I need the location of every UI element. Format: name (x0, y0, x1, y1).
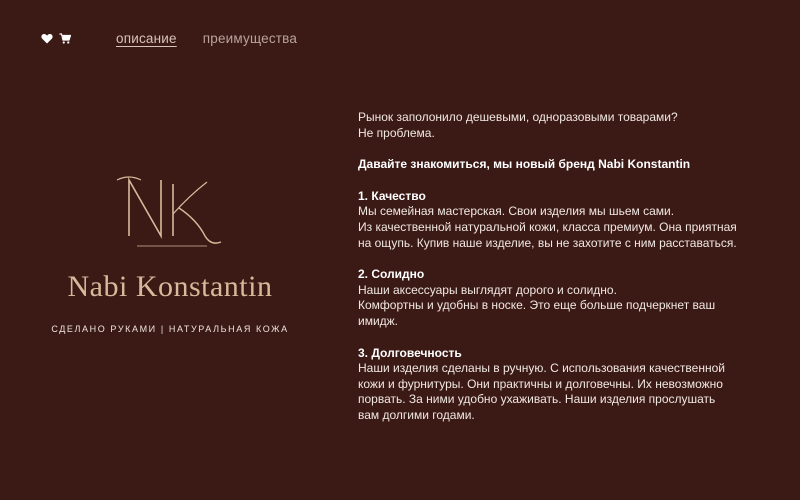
section-line: порвать. За ними удобно ухаживать. Наши изделия прослушать (358, 392, 716, 407)
section-line: кожи и фурнитуры. Они практичны и долговечны. Их невозможно (358, 376, 723, 391)
section-line: Комфортны и удобны в носке. Это еще больше подчеркнет ваш (358, 298, 716, 313)
monogram-logo-icon (115, 170, 225, 250)
top-bar (40, 28, 323, 48)
brand-tagline: СДЕЛАНО РУКАМИ | НАТУРАЛЬНАЯ КОЖА (51, 324, 289, 334)
description-text (358, 110, 758, 424)
intro-line: Не проблема. (358, 125, 435, 140)
cart-icon[interactable] (58, 31, 72, 45)
intro-line: Рынок заполонило дешевыми, одноразовыми товарами? (358, 110, 678, 124)
section-title-durability: 3. Долговечность (358, 345, 462, 360)
section-title-quality: 1. Качество (358, 188, 426, 203)
nav-link-description[interactable]: описание (116, 30, 177, 46)
section-line: Наши изделия сделаны в ручную. С использования качественной (358, 361, 725, 376)
section-line: Из качественной натуральной кожи, класса премиум. Она приятная (358, 219, 737, 234)
section-line: на ощупь. Купив наше изделие, вы не захотите с ним расставаться. (358, 235, 737, 250)
brand-logo (20, 170, 320, 350)
section-line: имидж. (358, 313, 399, 328)
section-line: Мы семейная мастерская. Свои изделия мы шьем сами. (358, 204, 675, 219)
brand-name: Nabi Konstantin (67, 270, 273, 303)
heart-icon[interactable] (40, 31, 54, 45)
nav-link-advantages[interactable]: преимущества (202, 30, 298, 46)
section-line: вам долгими годами. (358, 407, 475, 422)
main-nav (116, 31, 323, 46)
section-line: Наши аксессуары выглядят дорого и солидно. (358, 282, 617, 297)
section-title-solid: 2. Солидно (358, 267, 425, 282)
headline: Давайте знакомиться, мы новый бренд Nabi Konstantin (358, 157, 691, 172)
